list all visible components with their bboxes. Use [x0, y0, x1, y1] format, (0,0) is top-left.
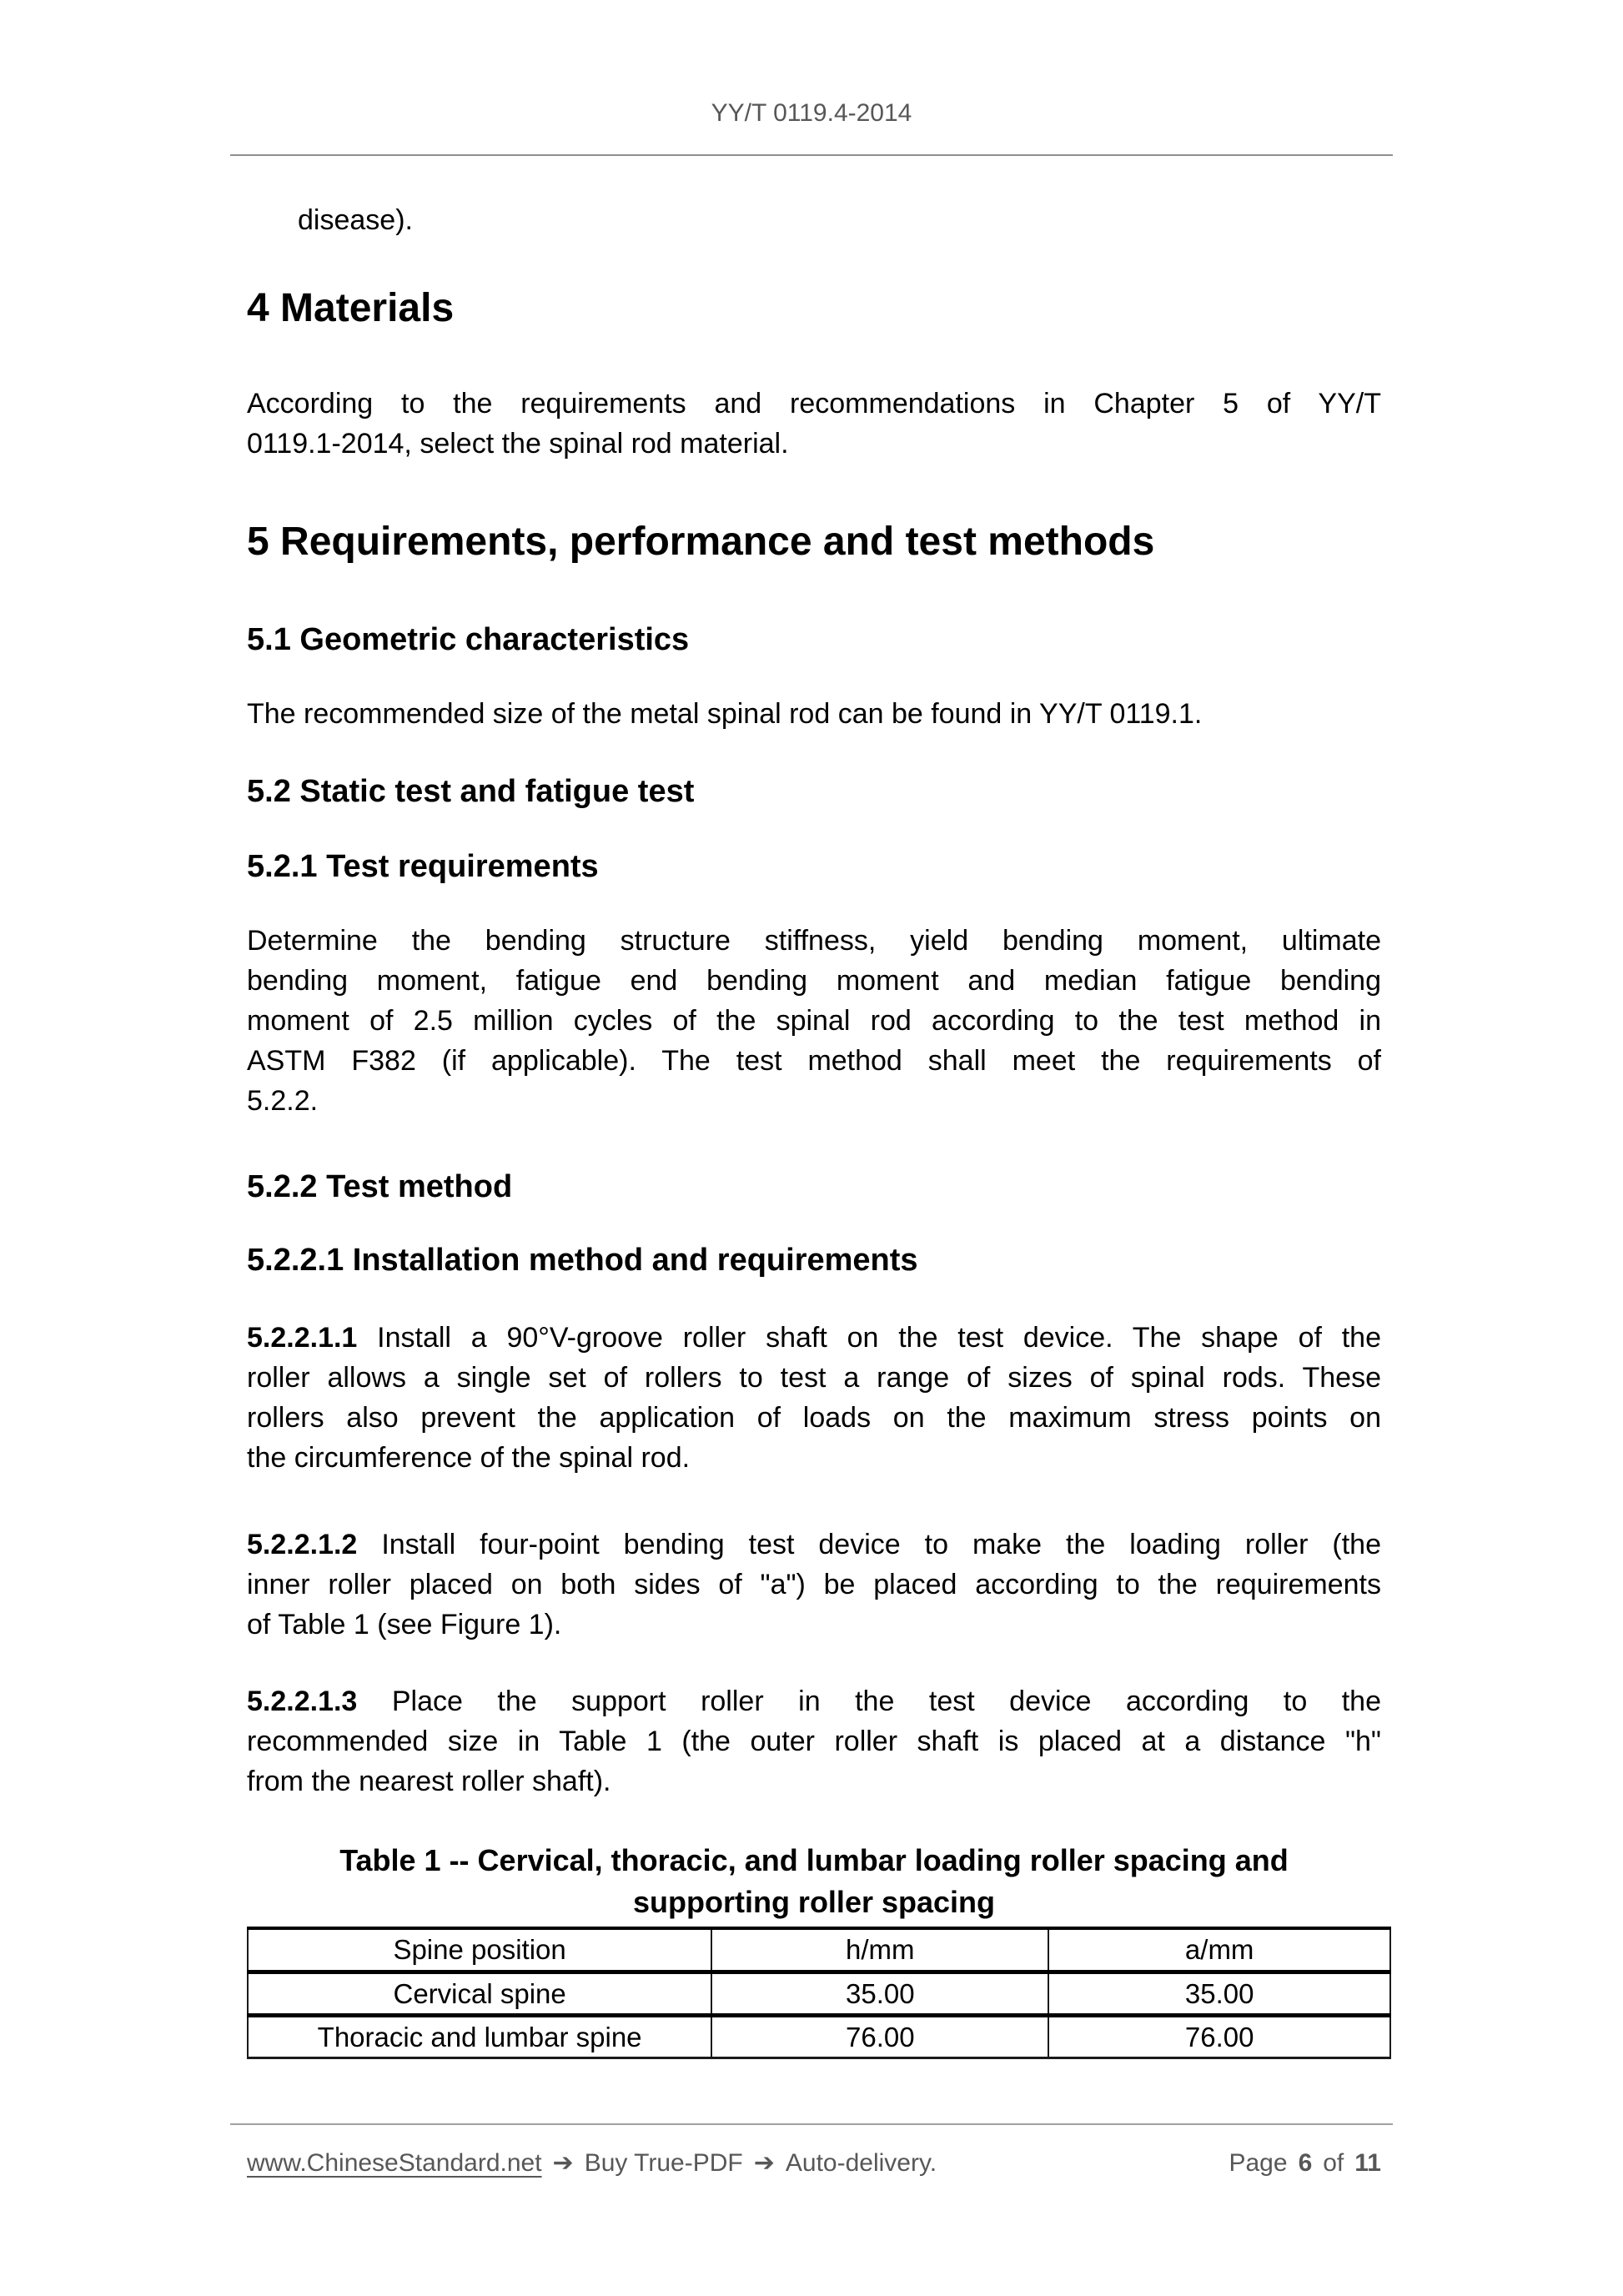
- paragraph-5-2-2-1-3: [247, 1681, 1381, 1801]
- cell-spine-position: Thoracic and lumbar spine: [317, 2021, 642, 2052]
- text-line: 0119.1-2014, select the spinal rod material.: [247, 428, 789, 460]
- cell-h-value: 76.00: [711, 2016, 1048, 2058]
- footer-divider: [230, 2123, 1393, 2125]
- text-line: Determine the bending structure stiffness, yield bending moment, ultimate: [247, 925, 1381, 957]
- subsection-heading-5-1: 5.1 Geometric characteristics: [247, 622, 690, 657]
- paragraph-test-requirements: [247, 921, 1381, 1121]
- website-link[interactable]: www.ChineseStandard.net: [247, 2149, 542, 2177]
- subsection-heading-5-2-2: 5.2.2 Test method: [247, 1169, 513, 1204]
- clause-text: Install four-point bending test device to make the loading roller (the: [381, 1529, 1381, 1560]
- text-line: of Table 1 (see Figure 1).: [247, 1609, 562, 1640]
- subsection-heading-5-2-1: 5.2.1 Test requirements: [247, 849, 599, 884]
- text-line: moment of 2.5 million cycles of the spinal rod according to the test method in: [247, 1005, 1381, 1037]
- table-header-row: [248, 1928, 1390, 1972]
- column-header-h-mm: h/mm: [711, 1928, 1048, 1972]
- paragraph-5-2-2-1-2: [247, 1525, 1381, 1645]
- cell-spine-position: Cervical spine: [248, 1972, 711, 2016]
- footer-source-line: [247, 2147, 937, 2180]
- current-page-number: 6: [1298, 2149, 1313, 2177]
- cell-h-value: 35.00: [711, 1972, 1048, 2016]
- text-line: According to the requirements and recommendations in Chapter 5 of YY/T: [247, 388, 1381, 420]
- table-roller-spacing: [247, 1927, 1391, 2059]
- text-line: [247, 1681, 1381, 1721]
- cell-a-value: 35.00: [1048, 1972, 1390, 2016]
- text-line: rollers also prevent the application of loads on the maximum stress points on: [247, 1402, 1381, 1434]
- column-header-spine-position: Spine position: [248, 1928, 711, 1972]
- page-word: Page: [1229, 2149, 1288, 2177]
- text-line: inner roller placed on both sides of "a") be placed according to the requirements: [247, 1569, 1381, 1600]
- text-line: bending moment, fatigue end bending moment and median fatigue bending: [247, 965, 1381, 997]
- paragraph-fragment: disease).: [298, 204, 413, 236]
- paragraph-5-2-2-1-1: [247, 1318, 1381, 1478]
- clause-text: Install a 90°V-groove roller shaft on the test device. The shape of the: [377, 1322, 1381, 1354]
- clause-text: Place the support roller in the test device according to the: [391, 1686, 1382, 1717]
- right-arrow-icon: ➔: [753, 2149, 775, 2177]
- page-indicator: [1229, 2147, 1381, 2180]
- table-title: [247, 1840, 1381, 1923]
- subsection-heading-5-2: 5.2 Static test and fatigue test: [247, 774, 695, 809]
- table-title-line: supporting roller spacing: [632, 1885, 996, 1919]
- text-line: recommended size in Table 1 (the outer roller shaft is placed at a distance "h": [247, 1726, 1381, 1757]
- clause-number: 5.2.2.1.2: [247, 1529, 358, 1560]
- section-heading-5-requirements: 5 Requirements, performance and test methods: [247, 520, 1155, 564]
- paragraph-materials: [247, 384, 1381, 464]
- clause-number: 5.2.2.1.1: [247, 1322, 358, 1354]
- table-row: [248, 2016, 1390, 2058]
- clause-number: 5.2.2.1.3: [247, 1686, 358, 1717]
- cell-a-value: 76.00: [1048, 2016, 1390, 2058]
- table-row: [248, 1972, 1390, 2016]
- text-line: 5.2.2.: [247, 1085, 319, 1117]
- of-word: of: [1323, 2149, 1344, 2177]
- section-heading-4-materials: 4 Materials: [247, 286, 455, 330]
- paragraph-geometric: The recommended size of the metal spinal rod can be found in YY/T 0119.1.: [247, 698, 1203, 730]
- table-title-line: Table 1 -- Cervical, thoracic, and lumbar loading roller spacing and: [339, 1843, 1289, 1877]
- footer-delivery-text: Auto-delivery.: [785, 2149, 937, 2177]
- page-header-doc-number: YY/T 0119.4-2014: [711, 99, 912, 127]
- subsection-heading-5-2-2-1: 5.2.2.1 Installation method and requirements: [247, 1243, 918, 1278]
- column-header-a-mm: a/mm: [1048, 1928, 1390, 1972]
- page-footer: [247, 2147, 1381, 2180]
- text-line: the circumference of the spinal rod.: [247, 1442, 691, 1474]
- text-line: [247, 1525, 1381, 1565]
- footer-buy-text: Buy True-PDF: [584, 2149, 743, 2177]
- text-line: ASTM F382 (if applicable). The test method shall meet the requirements of: [247, 1045, 1381, 1077]
- right-arrow-icon: ➔: [552, 2149, 574, 2177]
- text-line: from the nearest roller shaft).: [247, 1766, 611, 1797]
- header-divider: [230, 154, 1393, 156]
- text-line: roller allows a single set of rollers to test a range of sizes of spinal rods. These: [247, 1362, 1381, 1394]
- total-page-count: 11: [1354, 2149, 1381, 2177]
- text-line: [247, 1318, 1381, 1358]
